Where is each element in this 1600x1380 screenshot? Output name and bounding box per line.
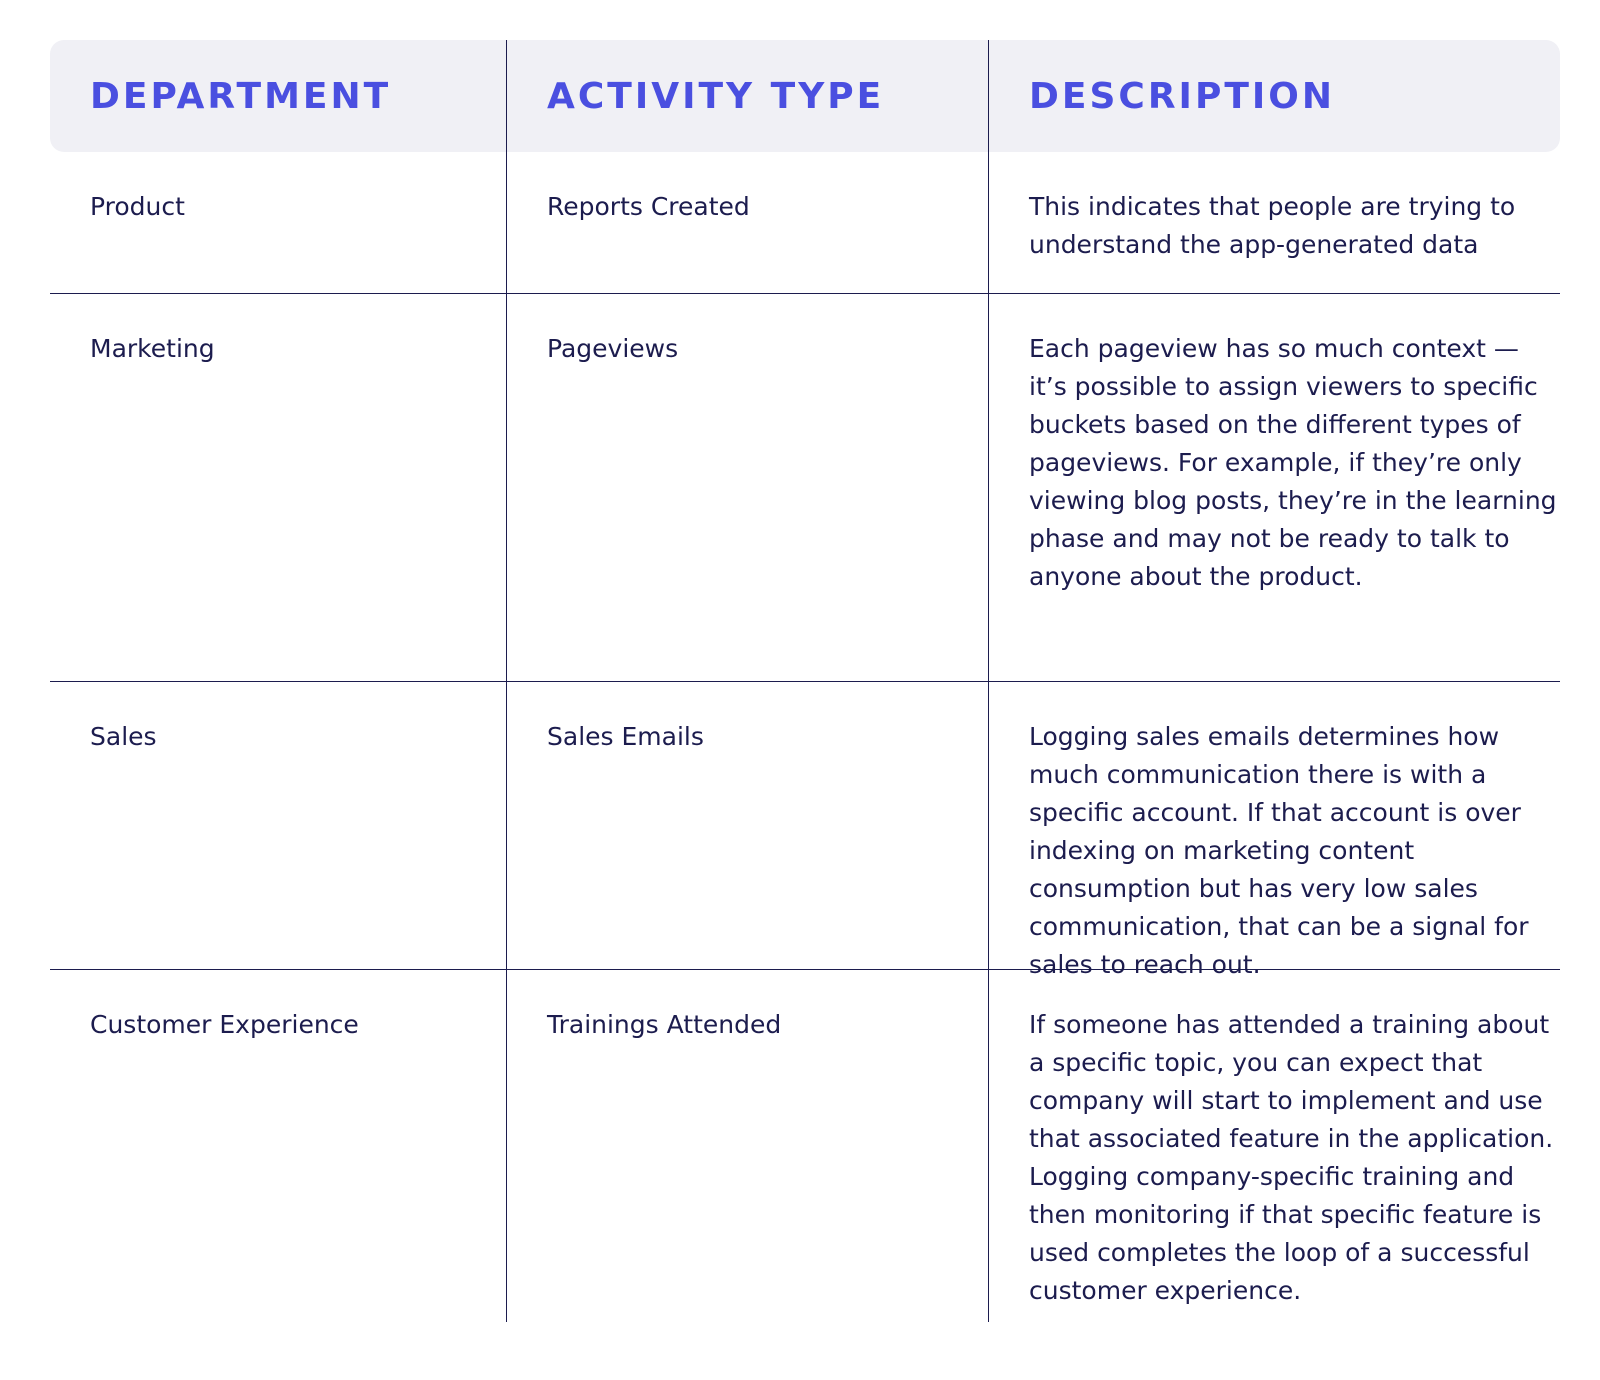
cell-department: Sales — [90, 722, 157, 751]
cell-description: This indicates that people are trying to understand the app-generated data — [988, 152, 1560, 293]
cell-description: Logging sales emails determines how much communication there is with a specific account. If that account is over indexing on marketing content consumption but has very low sales communication, that can be a signal for sales to reach out. — [988, 682, 1560, 969]
cell-activity-type: Reports Created — [506, 152, 988, 293]
cell-department: Customer Experience — [90, 1010, 359, 1039]
cell-description: If someone has attended a training about a specific topic, you can expect that company will start to implement and use that associated feature in the application. Logging company-specific training and then monitoring if that specific feature is used completes the loop of a successful customer experience. — [988, 970, 1560, 1322]
activity-table — [50, 40, 1560, 1322]
header-activity-type: ACTIVITY TYPE — [506, 40, 988, 152]
header-description: DESCRIPTION — [988, 40, 1560, 152]
table-row — [50, 152, 1560, 294]
cell-description: Each pageview has so much context — it’s possible to assign viewers to specific buckets based on the different types of pageviews. For example, if they’re only viewing blog posts, they’re in the learning phase and may not be ready to talk to anyone about the product. — [988, 294, 1560, 681]
cell-activity-type: Pageviews — [506, 294, 988, 681]
table-row — [50, 682, 1560, 979]
cell-department: Product — [90, 192, 185, 221]
table-row — [50, 970, 1560, 1322]
cell-department: Marketing — [90, 334, 215, 363]
cell-activity-type: Sales Emails — [506, 682, 988, 969]
header-department: DEPARTMENT — [90, 75, 392, 117]
table-row — [50, 294, 1560, 682]
cell-activity-type: Trainings Attended — [506, 970, 988, 1322]
table-header — [50, 40, 1560, 152]
